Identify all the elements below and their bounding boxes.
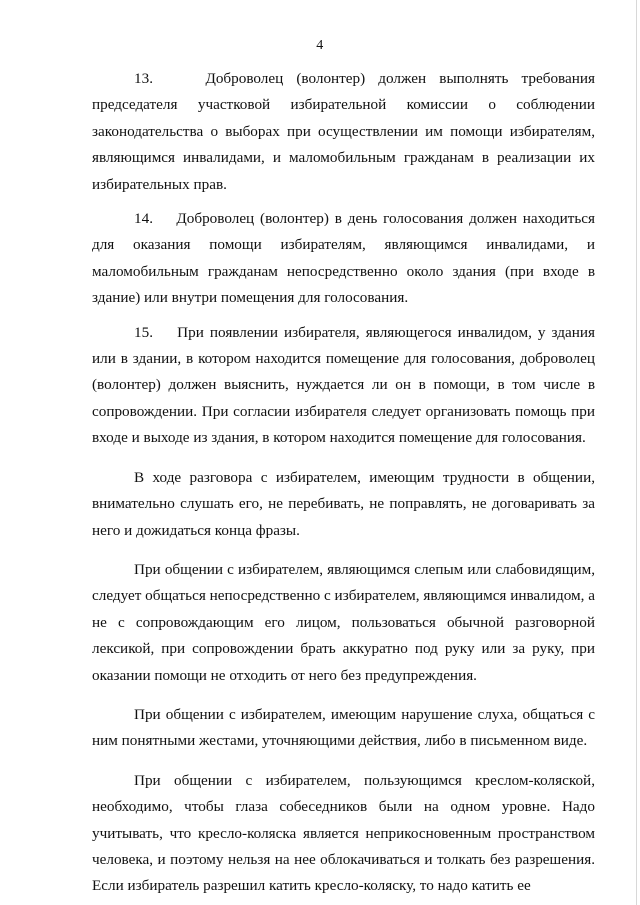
paragraph-item-15: 15. При появлении избирателя, являющегося инвалидом, у здания или в здании, в котором находится помещение для голосования, доброволец (волонтер) должен выяснить, нуждается ли он в помощи, в том числе в сопровождении. При согласии избирателя следует организовать помощь при входе и выходе из здания, в котором находится помещение для голосования.	[92, 323, 595, 447]
paragraph-item-13: 13. Доброволец (волонтер) должен выполнять требования председателя участковой избирательной комиссии о соблюдении законодательства о выборах при осуществлении им помощи избирателям, являющимся инвалидами, и маломобильным гражданам в реализации их избирательных прав.	[92, 70, 595, 193]
paragraph-hearing-impaired: При общении с избирателем, имеющим нарушение слуха, общаться с ним понятными жестами, уточняющими действия, либо в письменном виде.	[92, 705, 595, 750]
document-body	[92, 66, 595, 900]
paragraph-communication-difficulties: В ходе разговора с избирателем, имеющим трудности в общении, внимательно слушать его, не перебивать, не поправлять, не договаривать за него и дожидаться конца фразы.	[92, 468, 595, 539]
paragraph-wheelchair-users: При общении с избирателем, пользующимся креслом-коляской, необходимо, чтобы глаза собеседников были на одном уровне. Надо учитывать, что кресло-коляска является неприкосновенным пространством человека, и поэтому нельзя на нее облокачиваться и толкать без разрешения. Если избиратель разрешил катить кресло-коляску, то надо катить ее	[92, 771, 595, 895]
page-number: 4	[316, 38, 324, 53]
page-edge-line	[636, 0, 637, 905]
paragraph-item-14: 14. Доброволец (волонтер) в день голосования должен находиться для оказания помощи избирателям, являющимся инвалидами, и маломобильным гражданам непосредственно около здания (при входе в здание) или внутри помещения для голосования.	[92, 210, 595, 307]
paragraph-blind-voters: При общении с избирателем, являющимся слепым или слабовидящим, следует общаться непосредственно с избирателем, являющимся инвалидом, а не с сопровождающим его лицом, пользоваться обычной разговорной лексикой, при сопровождении брать аккуратно под руку или за руку, при оказании помощи не отходить от него без предупреждения.	[92, 560, 595, 684]
